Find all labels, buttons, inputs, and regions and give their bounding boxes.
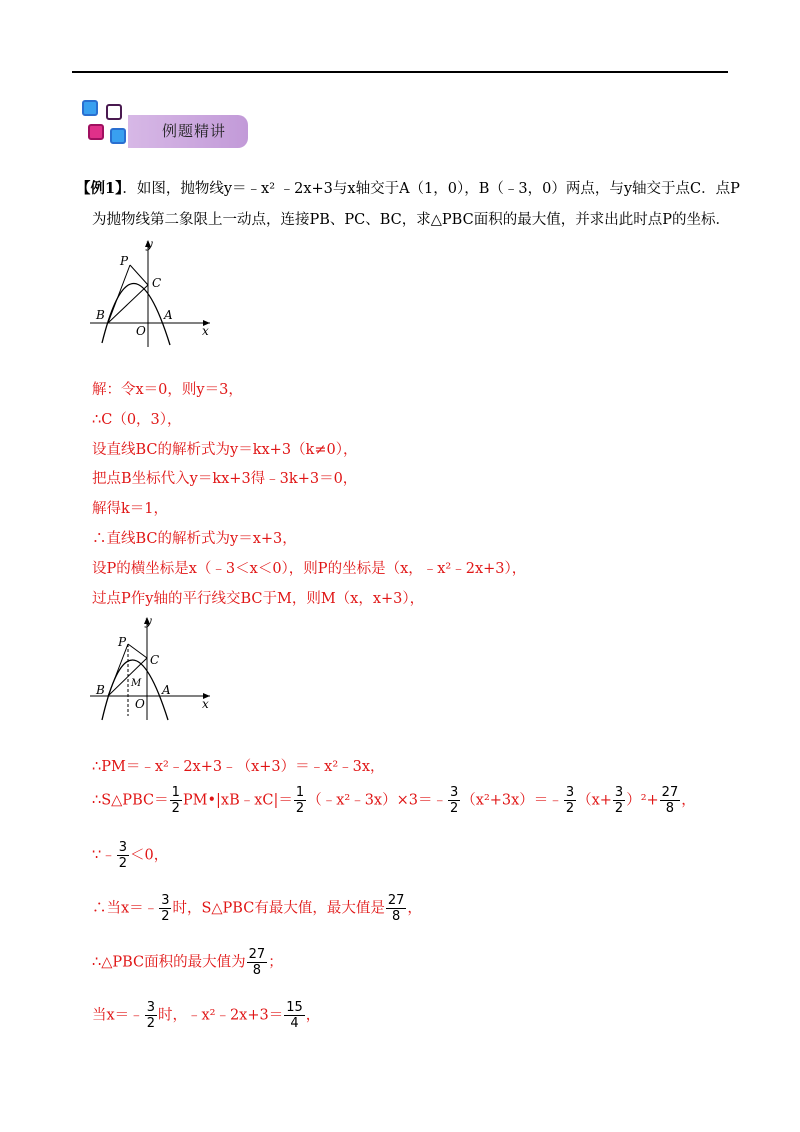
segment-pc (130, 265, 148, 285)
outline-square-icon (106, 104, 122, 120)
fraction-three-halves-4: $\frac{3}{2}$ (118, 840, 128, 871)
parabola-figure-2 (90, 612, 220, 727)
fraction-three-halves-5: $\frac{3}{2}$ (161, 893, 170, 924)
fraction-three-halves-2: $\frac{3}{2}$ (565, 785, 575, 816)
label-x: x (202, 697, 209, 711)
solution-line-13: ∴△PBC面积的最大值为 $\frac{27}{8}$ ； (92, 947, 283, 978)
solution-line-7: 设P的横坐标是x（﹣3＜x＜0），则P的坐标是（x，﹣x²﹣2x+3）， (92, 561, 527, 577)
label-p: P (120, 254, 129, 268)
label-y: y (145, 614, 152, 628)
solution-line-1: 解：令x＝0，则y＝3， (92, 382, 243, 398)
solution-line-9: ∴PM＝﹣x²﹣2x+3﹣（x+3）＝﹣x²﹣3x， (92, 759, 385, 775)
problem-line-2: 为抛物线第二象限上一动点，连接PB、PC、BC，求△PBC面积的最大值，并求出此时点P的坐标． (92, 212, 730, 228)
fraction-27-8: $\frac{27}{8}$ (661, 785, 679, 816)
label-y: y (146, 237, 153, 251)
solution-line-11: ∵﹣ $\frac{3}{2}$ ＜0， (92, 840, 169, 871)
solution-line-12: ∴当x＝﹣ $\frac{3}{2}$ 时，S△PBC有最大值，最大值是 $\frac{27}{8}$ ， (92, 893, 422, 924)
label-m: M (131, 678, 142, 689)
solution-line-6: ∴直线BC的解析式为y＝x+3， (92, 531, 297, 547)
pink-square-icon (88, 124, 104, 140)
segment-pb (108, 644, 128, 696)
blue-square-icon (82, 100, 98, 116)
problem-line-1 (76, 177, 740, 198)
solution-line-14: 当x＝﹣ $\frac{3}{2}$ 时，﹣x²﹣2x+3＝ $\frac{15}{4}$ ， (92, 1000, 321, 1031)
fraction-15-4: $\frac{15}{4}$ (286, 1000, 303, 1031)
solution-line-10: ∴S△PBC＝ $\frac{1}{2}$ PM•|xB﹣xC|＝ $\frac{1}{2}$ （﹣x²﹣3x）×3＝﹣ $\frac{3}{2}$ （x²+3x）＝﹣ $\frac{3}{2}$ （x+ $\frac{3}{2}$ ）²+ $\frac{27}{8}$ ， (92, 785, 696, 816)
solution-line-5: 解得k＝1， (92, 501, 169, 517)
parabola-figure-1 (90, 235, 220, 350)
fraction-three-halves-3: $\frac{3}{2}$ (614, 785, 624, 816)
fraction-one-half: $\frac{1}{2}$ (171, 785, 180, 816)
problem-label: 【例1】 (76, 180, 123, 197)
fraction-three-halves: $\frac{3}{2}$ (449, 785, 459, 816)
label-o: O (135, 697, 145, 711)
label-c: C (152, 276, 162, 290)
segment-pc (128, 644, 147, 658)
fraction-one-half-2: $\frac{1}{2}$ (295, 785, 305, 816)
fraction-27-8-3: $\frac{27}{8}$ (248, 947, 266, 978)
label-b: B (96, 308, 105, 322)
problem-text-1: ．如图，抛物线y＝﹣x² ﹣2x+3与x轴交于A（1，0），B（﹣3，0）两点，与y轴交于点C．点P (122, 181, 740, 197)
label-a: A (162, 683, 171, 697)
solution-line-4: 把点B坐标代入y＝kx+3得﹣3k+3＝0， (92, 471, 358, 487)
segment-pb (108, 265, 130, 323)
header-rule (72, 71, 728, 73)
solution-line-2: ∴C（0，3）， (92, 412, 182, 428)
fraction-27-8-2: $\frac{27}{8}$ (387, 893, 405, 924)
label-x: x (202, 324, 209, 338)
blue-square-icon-2 (110, 128, 126, 144)
label-c: C (150, 653, 160, 667)
label-p: P (118, 635, 127, 649)
section-banner (80, 98, 250, 156)
fraction-three-halves-6: $\frac{3}{2}$ (146, 1000, 155, 1031)
solution-line-3: 设直线BC的解析式为y＝kx+3（k≠0）， (92, 442, 358, 458)
label-b: B (96, 683, 105, 697)
label-a: A (164, 308, 173, 322)
solution-line-8: 过点P作y轴的平行线交BC于M，则M（x，x+3）， (92, 591, 425, 607)
section-title: 例题精讲 (162, 122, 227, 140)
label-o: O (136, 324, 146, 338)
